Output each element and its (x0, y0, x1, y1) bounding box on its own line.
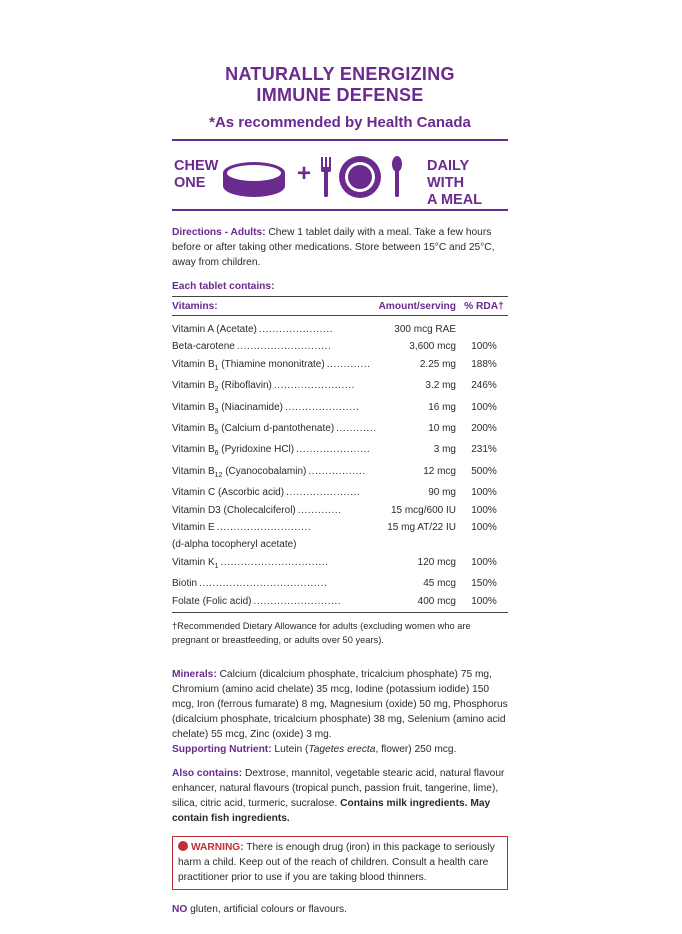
fork-icon (321, 157, 331, 197)
nutrient-name: Vitamin B (172, 422, 215, 434)
no-text: gluten, artificial colours or flavours. (187, 904, 347, 915)
also-contains-paragraph (172, 766, 508, 826)
nutrient-amount: 300 mcg RAE (392, 321, 460, 338)
leader-dots: ...................... (285, 401, 360, 413)
nutrient-subscript: 1 (214, 562, 219, 570)
tablet-icon (220, 159, 288, 201)
nutrient-amount: 15 mcg/600 IU (389, 502, 460, 519)
leader-dots: ........................ (273, 380, 355, 392)
table-row (172, 463, 508, 484)
leader-dots: ............ (336, 422, 377, 434)
nutrient-rda: 200% (471, 422, 497, 434)
nutrition-table (172, 298, 508, 610)
a-meal-text: A MEAL (427, 192, 483, 208)
nutrient-rda: 500% (471, 465, 497, 477)
dosage-banner (172, 145, 508, 209)
one-text: ONE (174, 175, 206, 191)
spoon-icon (392, 156, 402, 197)
headline-line-2: IMMUNE DEFENSE (256, 85, 424, 105)
minerals-text: Calcium (dicalcium phosphate, tricalcium phosphate) 75 mg, Chromium (amino acid chelate) 35 mcg, Iodine (potassium iodide) 150 mcg, Iron (ferrous fumarate) 8 mg, Magnesium (oxide) 50 mg, Phosphorus (dicalcium phosphate, tricalcium phosphate) 38 mg, Selenium (amino acid chelate) 55 mcg, Zinc (oxide) 3 mg. (172, 669, 508, 740)
nutrient-name: Vitamin C (Ascorbic acid) (172, 487, 285, 499)
nutrient-subscript: 5 (214, 428, 219, 436)
nutrient-name-cell (172, 575, 460, 592)
supporting-label: Supporting Nutrient: (172, 744, 272, 755)
table-row (172, 484, 508, 501)
nutrient-name: Vitamin A (Acetate) (172, 323, 257, 335)
nutrient-name-cell (172, 593, 460, 610)
table-row (172, 519, 508, 536)
nutrient-subscript: 2 (214, 386, 219, 394)
nutrient-amount: 45 mcg (421, 575, 460, 592)
amount-header: Amount/serving (378, 301, 456, 312)
daily-with-text: DAILY WITH (427, 158, 469, 191)
nutrient-rda: 100% (471, 521, 497, 533)
chew-one-text (174, 158, 218, 192)
leader-dots: ............................ (236, 341, 332, 353)
no-label: NO (172, 904, 188, 915)
nutrient-name-rest: (Pyridoxine HCl) (218, 444, 295, 456)
nutrient-rda: 188% (471, 358, 497, 370)
nutrient-amount: 3 mg (432, 441, 460, 458)
table-row (172, 554, 508, 575)
nutrient-name: Vitamin B (172, 401, 215, 413)
warning-label: WARNING: (191, 842, 244, 853)
each-tablet-heading: Each tablet contains: (172, 281, 275, 292)
nutrient-name-cell (172, 484, 460, 501)
supporting-italic: Tagetes erecta (308, 744, 376, 755)
also-contains-text: Dextrose, mannitol, vegetable stearic acid, natural flavour enhancer, natural flavours (tropical punch, passion fruit, tangerine, lime), silica, citric acid, turmeric, sucralose. (172, 768, 505, 809)
nutrient-name: Vitamin E (172, 521, 215, 533)
table-header-row (172, 298, 508, 316)
nutrient-rda: 246% (471, 380, 497, 392)
nutrient-rda: 150% (471, 578, 497, 590)
nutrient-rda: 100% (471, 487, 497, 499)
leader-dots: ................. (308, 465, 366, 477)
supporting-text-a: Lutein ( (271, 744, 309, 755)
subtitle: *As recommended by Health Canada (209, 114, 471, 131)
table-row (172, 575, 508, 592)
nutrient-name-cell (172, 356, 460, 377)
nutrient-name-cell (172, 441, 460, 462)
supporting-text-b: , flower) 250 mcg. (375, 744, 457, 755)
nutrient-subscript: 3 (214, 407, 219, 415)
table-row (172, 441, 508, 462)
nutrient-amount: 2.25 mg (418, 356, 460, 373)
nutrient-name-cell (172, 536, 460, 553)
leader-dots: ...................... (258, 323, 334, 335)
nutrient-name: Folate (Folic acid) (172, 595, 252, 607)
nutrient-name-cell (172, 519, 460, 536)
minerals-paragraph (172, 667, 508, 742)
also-contains-label: Also contains: (172, 768, 243, 779)
nutrient-name-cell (172, 554, 460, 575)
nutrient-name-rest: (Niacinamide) (218, 401, 283, 413)
nutrient-amount: 3.2 mg (423, 377, 460, 394)
nutrient-name: Vitamin B (172, 358, 215, 370)
directions-text: Chew 1 tablet daily with a meal. Take a few hours before or after taking other medications. Store between 15°C and 25°C, away from children. (172, 227, 495, 268)
table-row (172, 502, 508, 519)
nutrient-subscript: 6 (214, 450, 219, 458)
table-row (172, 338, 508, 355)
dosage-bottom-rule (172, 209, 508, 211)
nutrient-rda: 100% (471, 401, 497, 413)
leader-dots: .......................... (253, 595, 342, 607)
warning-dot-icon (178, 841, 188, 851)
vitamins-header: Vitamins: Amount/serving (172, 298, 460, 316)
table-row (172, 420, 508, 441)
headline-line-1: NATURALLY ENERGIZING (225, 64, 455, 84)
supplement-label-panel (172, 60, 508, 917)
nutrient-rda: 100% (471, 341, 497, 353)
nutrient-subscript: 1 (214, 364, 219, 372)
nutrient-amount: 400 mcg (416, 593, 460, 610)
nutrient-name-cell (172, 399, 460, 420)
leader-dots: ................................ (220, 556, 329, 568)
plus-sign: + (297, 160, 312, 187)
nutrient-rda: 231% (471, 444, 497, 456)
nutrient-name: Beta-carotene (172, 341, 235, 353)
warning-text: There is enough drug (iron) in this package to seriously harm a child. Keep out of the reach of children. Consult a health care practitioner prior to use if you are taking blood thinners. (178, 842, 495, 883)
nutrient-name: Vitamin D3 (Cholecalciferol) (172, 504, 296, 516)
nutrient-name-cell (172, 463, 460, 484)
nutrient-rda: 100% (471, 504, 497, 516)
nutrient-name-cell (172, 502, 460, 519)
daily-with-meal-text (427, 158, 508, 209)
nutrient-name-rest: (Thiamine mononitrate) (218, 358, 325, 370)
chew-text: CHEW (174, 158, 219, 174)
table-bottom-rule (172, 612, 508, 613)
nutrient-name-rest: (Cyanocobalamin) (222, 465, 307, 477)
table-row (172, 593, 508, 610)
warning-box (172, 836, 508, 890)
table-row (172, 356, 508, 377)
leader-dots: ...................... (286, 487, 361, 499)
nutrient-amount: 15 mg AT/22 IU (385, 519, 460, 536)
nutrient-amount: 90 mg (426, 484, 460, 501)
nutrient-name: Vitamin B (172, 380, 215, 392)
plate-icon (339, 156, 381, 198)
minerals-label: Minerals: (172, 669, 217, 680)
rda-footnote: †Recommended Dietary Allowance for adults (excluding women who are pregnant or breastfeeding, or adults over 50 years). (172, 621, 471, 645)
table-row (172, 321, 508, 338)
nutrient-amount: 3,600 mcg (407, 338, 460, 355)
nutrient-rda (460, 321, 508, 338)
allergen-statement: Contains milk ingredients. May contain fish ingredients. (172, 798, 491, 824)
nutrient-amount: 16 mg (426, 399, 460, 416)
leader-dots: ............. (326, 358, 371, 370)
nutrient-rda (460, 536, 508, 553)
nutrient-name: Vitamin K (172, 556, 215, 568)
headline (172, 64, 508, 106)
leader-dots: ............................ (216, 521, 312, 533)
nutrient-rda: 100% (471, 595, 497, 607)
table-top-rule (172, 296, 508, 297)
nutrient-name: Vitamin B (172, 444, 215, 456)
meal-icon (319, 153, 407, 201)
leader-dots: ...................................... (199, 578, 328, 590)
nutrient-name-rest: (Riboflavin) (218, 380, 272, 392)
nutrient-name-cell (172, 377, 460, 398)
leader-dots: ............. (297, 504, 342, 516)
nutrient-name: (d-alpha tocopheryl acetate) (172, 539, 297, 551)
nutrient-name-cell (172, 338, 460, 355)
nutrient-amount: 120 mcg (416, 554, 460, 571)
top-rule (172, 139, 508, 141)
nutrient-name: Biotin (172, 578, 198, 590)
leader-dots: ...................... (296, 444, 371, 456)
table-row (172, 399, 508, 420)
directions-label: Directions - Adults: (172, 227, 266, 238)
nutrient-name: Vitamin B (172, 465, 215, 477)
nutrient-rda: 100% (471, 556, 497, 568)
nutrient-name-cell (172, 420, 460, 441)
table-row (172, 536, 508, 553)
table-row (172, 377, 508, 398)
nutrient-amount: 12 mcg (421, 463, 460, 480)
no-line (172, 902, 508, 917)
rda-header: % RDA† (460, 298, 508, 316)
nutrient-name-cell (172, 321, 460, 338)
directions-paragraph (172, 225, 508, 270)
nutrient-name-rest: (Calcium d-pantothenate) (218, 422, 335, 434)
nutrient-subscript: 12 (214, 471, 223, 479)
nutrient-amount: 10 mg (426, 420, 460, 437)
supporting-paragraph (172, 742, 508, 757)
